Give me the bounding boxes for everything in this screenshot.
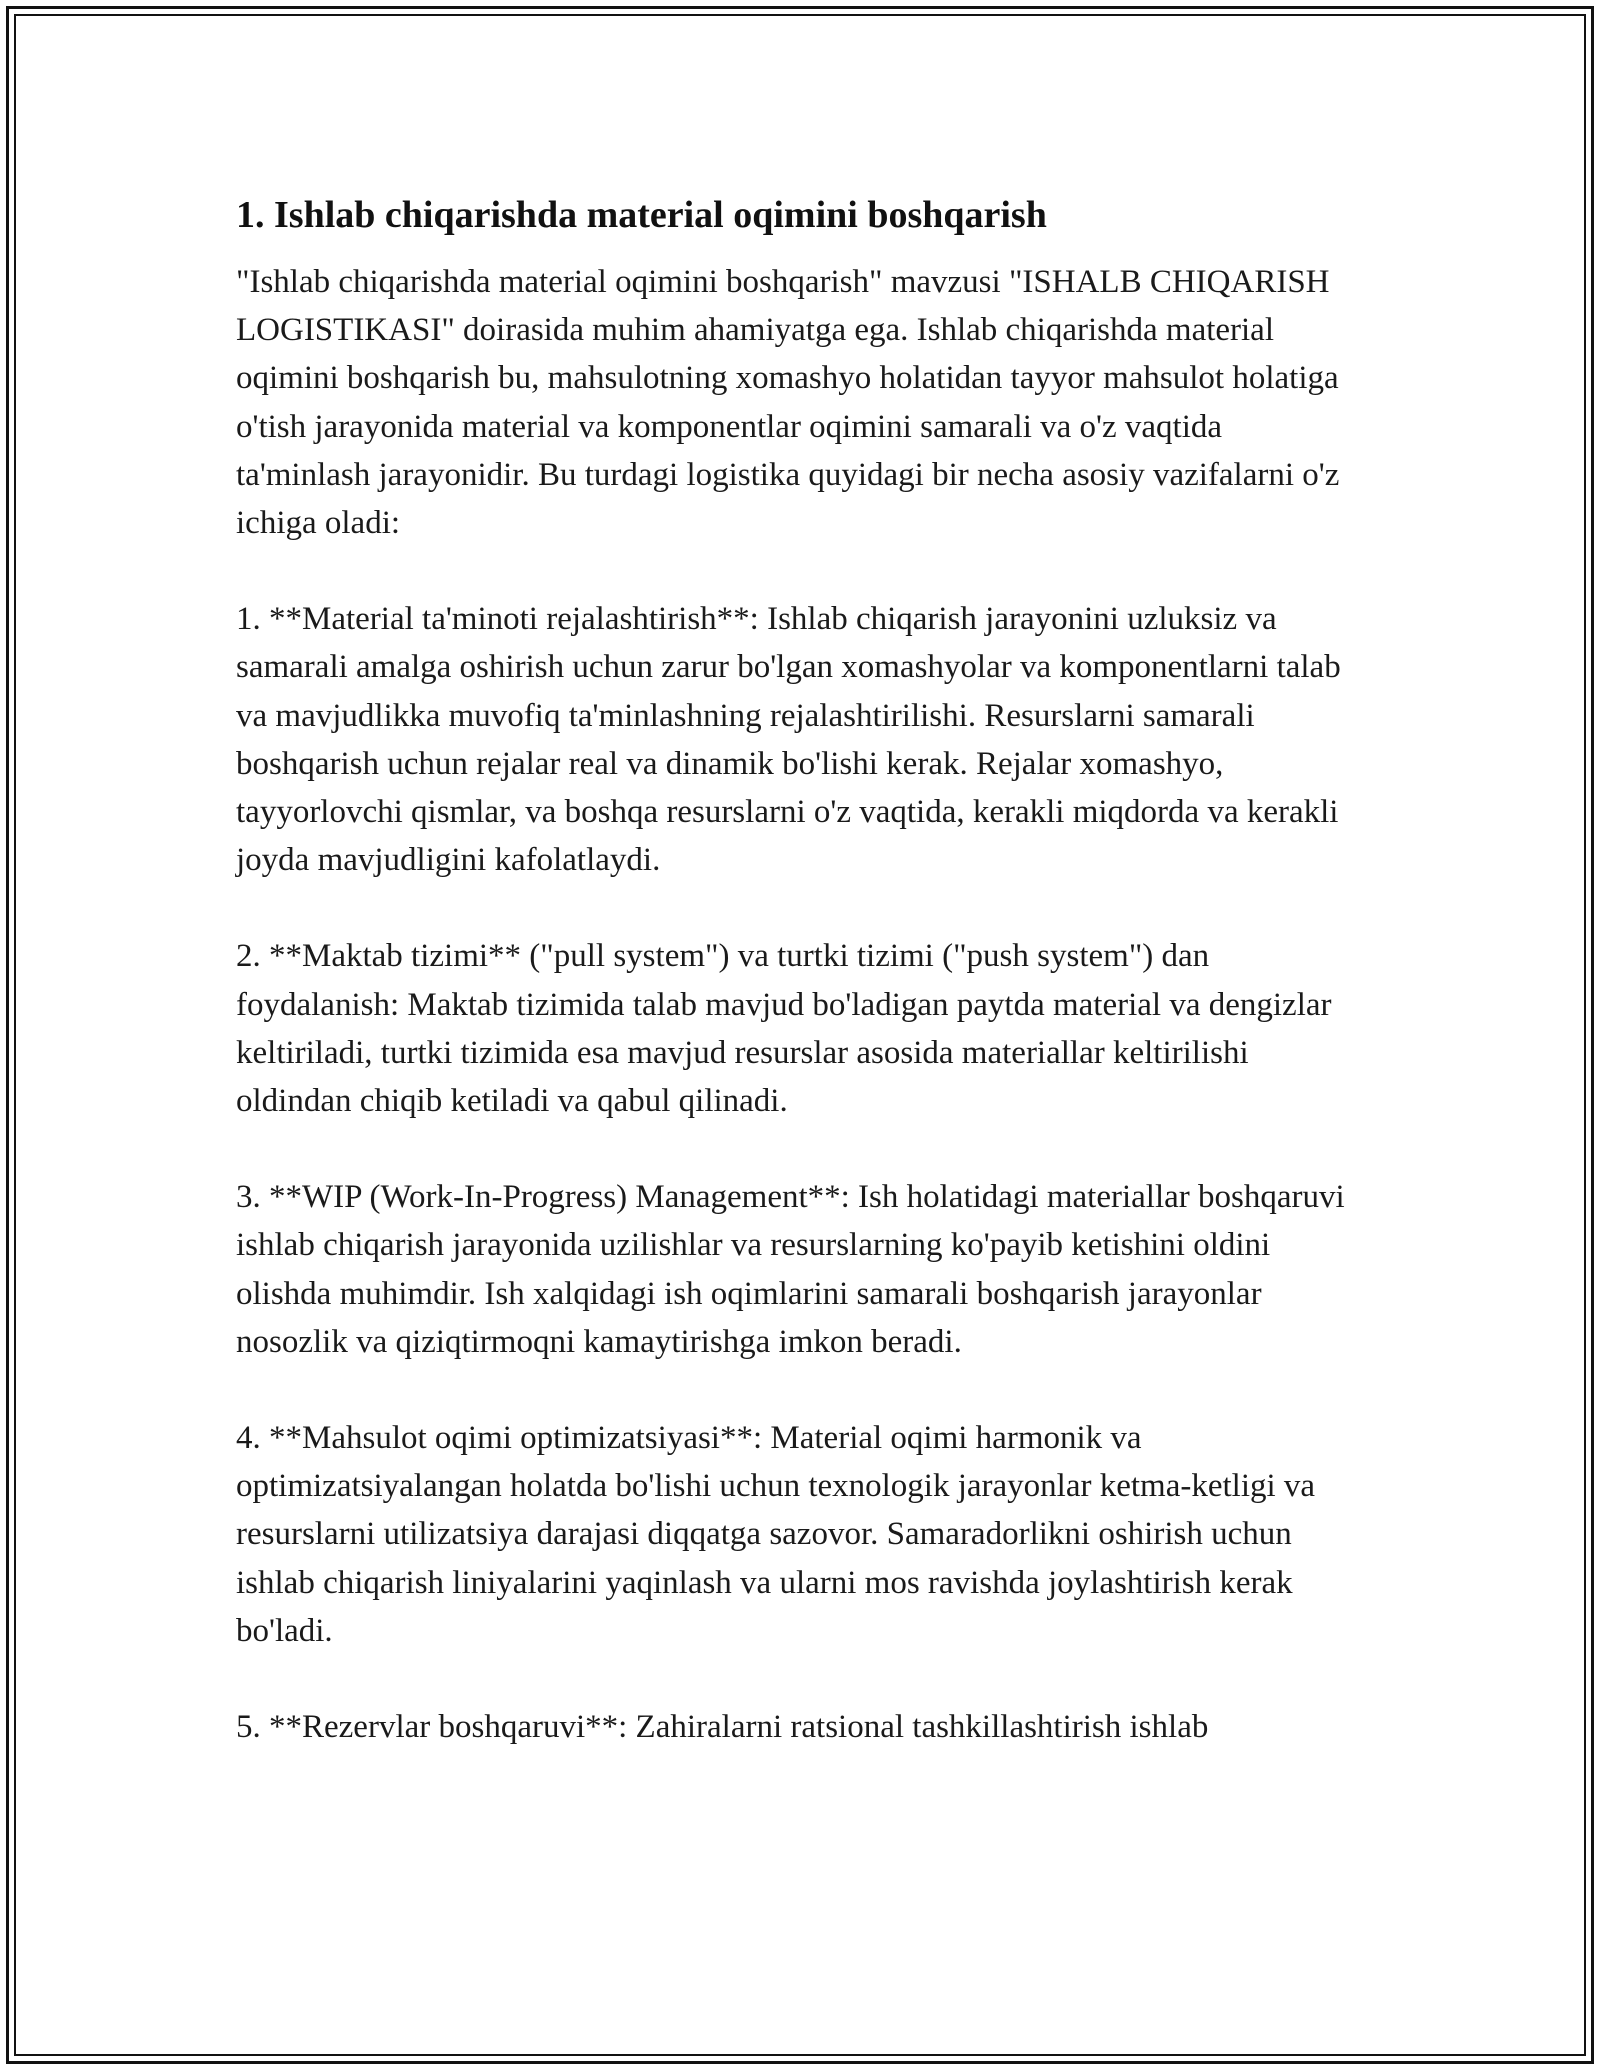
paragraph-flow-optimization: 4. **Mahsulot oqimi optimizatsiyasi**: Material oqimi harmonik va optimizatsiyalangan holatda bo'lishi uchun texnologik jarayonlar ketma-ketligi va resurslarni utilizatsiya darajasi diqqatga sazovor. Samaradorlikni oshirish uchun ishlab chiqarish liniyalarini yaqinlash va ularni mos ravishda joylashtirish kerak bo'ladi. [236, 1420, 1316, 1649]
paragraph-wip-management: 3. **WIP (Work-In-Progress) Management**: Ish holatidagi materiallar boshqaruvi ishlab chiqarish jarayonida uzilishlar va resurslarning ko'payib ketishini oldini olishda muhimdir. Ish xalqidagi ish oqimlarini samarali boshqarish jarayonlar nosozlik va qiziqtirmoqni kamaytirishga imkon beradi. [236, 1179, 1345, 1360]
document-body [236, 186, 1364, 1751]
intro-paragraph: "Ishlab chiqarishda material oqimini boshqarish" mavzusi "ISHALB CHIQARISH LOGISTIKASI" doirasida muhim ahamiyatga ega. Ishlab chiqarishda material oqimini boshqarish bu, mahsulotning xomashyo holatidan tayyor mahsulot holatiga o'tish jarayonida material va komponentlar oqimini samarali va o'z vaqtida ta'minlash jarayonidir. Bu turdagi logistika quyidagi bir necha asosiy vazifalarni o'z ichiga oladi: [236, 264, 1340, 542]
paragraph-reserve-management: 5. **Rezervlar boshqaruvi**: Zahiralarni ratsional tashkillashtirish ishlab [236, 1709, 1209, 1746]
document-title: 1. Ishlab chiqarishda material oqimini boshqarish [236, 194, 1047, 236]
paragraph-material-planning: 1. **Material ta'minoti rejalashtirish**: Ishlab chiqarish jarayonini uzluksiz va samarali amalga oshirish uchun zarur bo'lgan xomashyolar va komponentlarni talab va mavjudlikka muvofiq ta'minlashning rejalashtirilishi. Resurslarni samarali boshqarish uchun rejalar real va dinamik bo'lishi kerak. Rejalar xomashyo, tayyorlovchi qismlar, va boshqa resurslarni o'z vaqtida, kerakli miqdorda va kerakli joyda mavjudligini kafolatlaydi. [236, 601, 1341, 879]
paragraph-pull-push-system: 2. **Maktab tizimi** ("pull system") va turtki tizimi ("push system") dan foydalanish: Maktab tizimida talab mavjud bo'ladigan paytda material va dengizlar keltiriladi, turtki tizimida esa mavjud resurslar asosida materiallar keltirilishi oldindan chiqib ketiladi va qabul qilinadi. [236, 938, 1332, 1120]
